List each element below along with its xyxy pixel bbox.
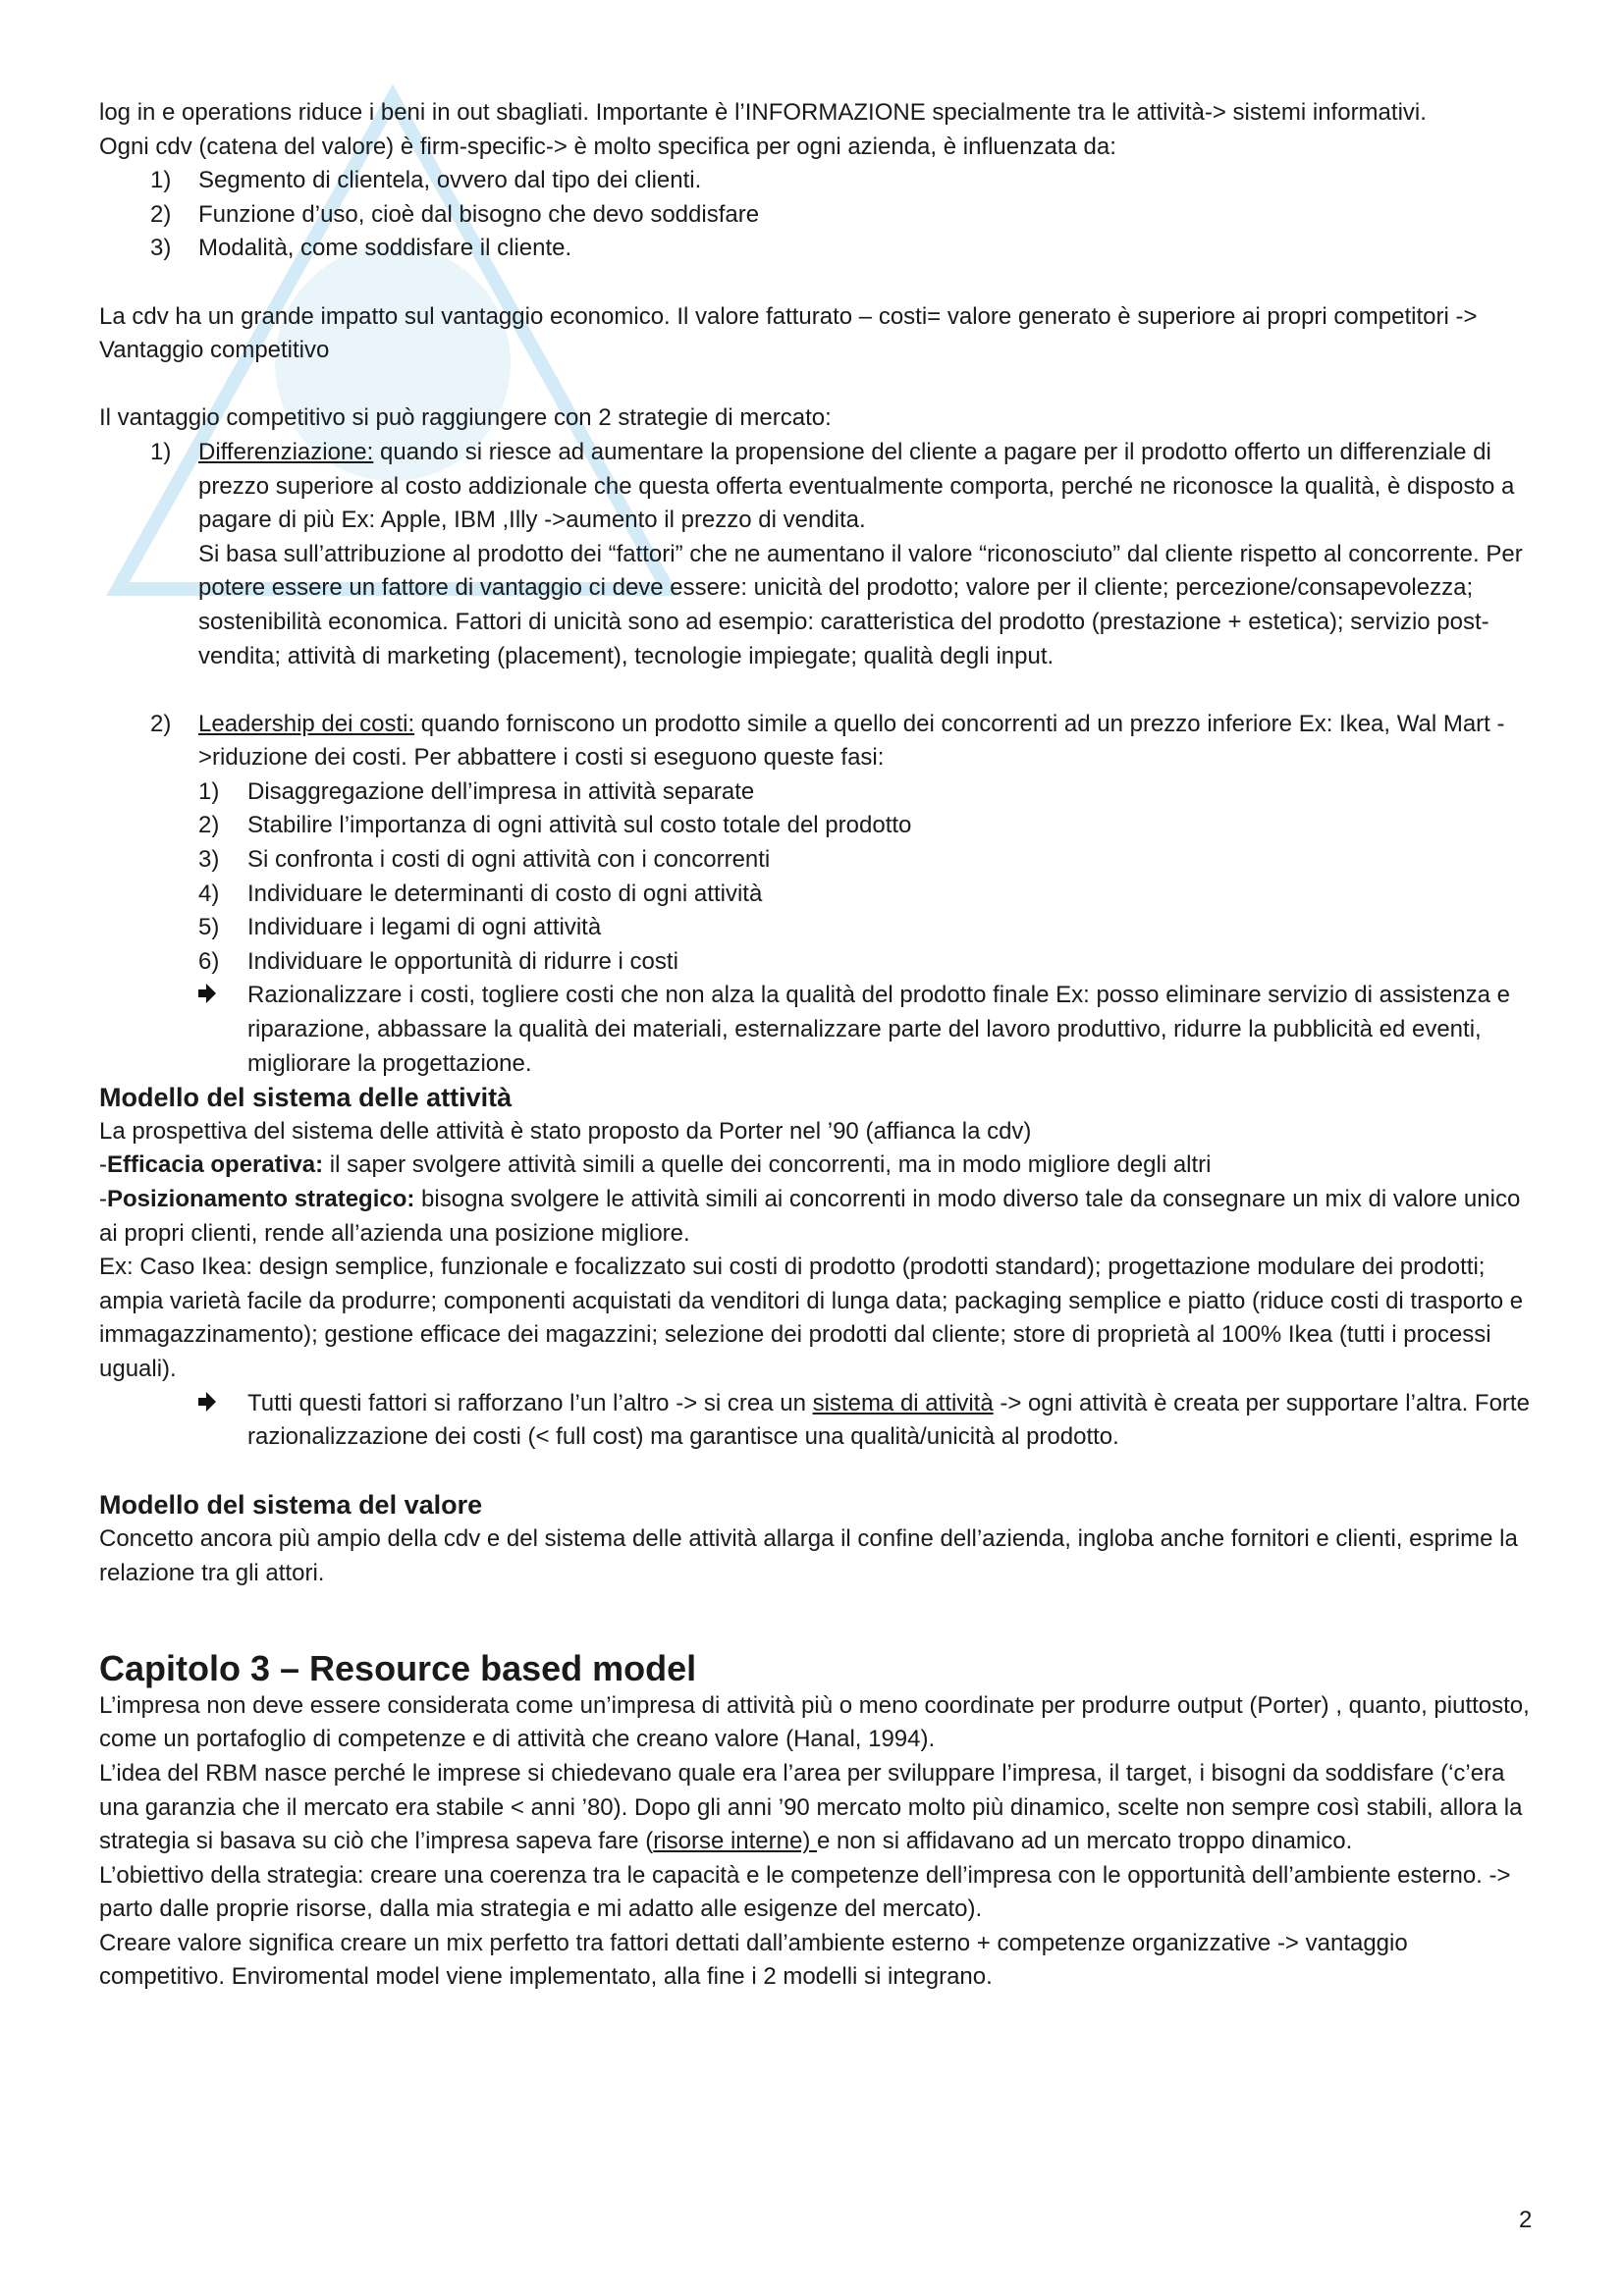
strategy-differenziazione [99,436,1535,673]
list-item [99,164,1535,198]
paragraph-posizionamento: -Posizionamento strategico: bisogna svolgere le attività simili ai concorrenti in modo diverso tale da consegnare un mix di valore unico ai propri clienti, rende all’azienda una posizione migliore. [99,1186,1521,1247]
document-body [99,96,1535,1995]
list-item [99,232,1535,266]
list-text: Individuare i legami di ogni attività [247,914,602,941]
list-number: 1) [198,777,220,805]
list-item [99,198,1535,233]
term-differenziazione: Differenziazione: [198,438,374,465]
paragraph-rbm-1: L’impresa non deve essere considerata come un’impresa di attività più o meno coordinate per produrre output (Porter) , quanto, piuttosto, come un portafoglio di competenze e di attività che creano valore (Hanal, 1994). [99,1691,1530,1753]
term-sistema-attivita: sistema di attività [812,1389,994,1416]
list-number: 2) [198,812,220,839]
paragraph-efficacia: -Efficacia operativa: il saper svolgere attività simili a quelle dei concorrenti, ma in modo migliore degli altri [99,1151,1212,1179]
list-text: Razionalizzare i costi, togliere costi che non alza la qualità del prodotto finale Ex: posso eliminare servizio di assistenza e riparazione, abbassare la qualità dei materiali, esternalizzare parte del lavoro produttivo, ridurre la pubblicità ed eventi, migliorare la progettazione. [247,982,1511,1077]
list-text: Individuare le determinanti di costo di ogni attività [247,880,763,907]
paragraph-porter: La prospettiva del sistema delle attività è stato proposto da Porter nel ’90 (affianca la cdv) [99,1117,1032,1145]
term-leadership-costi: Leadership dei costi: [198,710,415,737]
paragraph-impatto: La cdv ha un grande impatto sul vantaggio economico. Il valore fatturato – costi= valore generato è superiore ai propri competitori -> Vantaggio competitivo [99,302,1478,364]
paragraph-intro: log in e operations riduce i beni in out sbagliati. Importante è l’INFORMAZIONE specialmente tra le attività-> sistemi informativi. [99,99,1427,126]
list-item-arrow: Tutti questi fattori si rafforzano l’un l’altro -> si crea un sistema di attività -> ogni attività è creata per supportare l’altra. Forte razionalizzazione dei costi (< full cost) ma garantisce una qualità/unicità al prodotto. [99,1387,1535,1455]
term-efficacia-operativa: Efficacia operativa: [107,1151,324,1179]
paragraph-ikea: Ex: Caso Ikea: design semplice, funzionale e focalizzato sui costi di prodotto (prodotti standard); progettazione modulare dei prodotti; ampia varietà facile da produrre; componenti acquistati da venditori di lunga data; packaging semplice e piatto (riduce costi di trasporto e immagazzinamento); gestione efficace dei magazzini; selezione dei prodotti dal cliente; store di proprietà al 100% Ikea (tutti i processi uguali). [99,1254,1524,1382]
paragraph-strategie: Il vantaggio competitivo si può raggiungere con 2 strategie di mercato: [99,404,832,432]
strategy-text: quando forniscono un prodotto simile a quello dei concorrenti ad un prezzo inferiore Ex: Ikea, Wal Mart ->riduzione dei costi. Per abbattere i costi si eseguono queste fasi: [198,710,1505,772]
list-item-arrow [99,979,1535,1081]
list-number: 3) [150,235,172,262]
list-number: 1) [150,167,172,194]
list-text: Disaggregazione dell’impresa in attività separate [247,777,755,805]
list-item [99,775,1535,810]
list-item [99,911,1535,945]
paragraph-valore: Concetto ancora più ampio della cdv e del sistema delle attività allarga il confine dell’azienda, ingloba anche fornitori e clienti, esprime la relazione tra gli attori. [99,1524,1518,1586]
list-number: 3) [198,846,220,874]
list-text: Si confronta i costi di ogni attività con i concorrenti [247,846,771,874]
list-item [99,843,1535,878]
list-text: Segmento di clientela, ovvero dal tipo dei clienti. [198,167,702,194]
paragraph-cdv: Ogni cdv (catena del valore) è firm-specific-> è molto specifica per ogni azienda, è influenzata da: [99,133,1116,160]
arrow-right-icon [198,983,216,1004]
heading-sistema-attivita: Modello del sistema delle attività [99,1083,513,1113]
list-fasi [99,775,1535,1081]
list-number: 1) [150,438,172,465]
list-item [99,809,1535,843]
heading-capitolo-3: Capitolo 3 – Resource based model [99,1647,697,1688]
list-number: 2) [150,710,172,737]
term-posizionamento-strategico: Posizionamento strategico: [107,1186,415,1212]
strategy-leadership-costi [99,708,1535,775]
list-number: 2) [150,200,172,228]
list-number: 4) [198,880,220,907]
list-item [99,878,1535,912]
list-number: 6) [198,947,220,975]
list-text: Funzione d’uso, cioè dal bisogno che devo soddisfare [198,200,760,228]
paragraph-rbm-4: Creare valore significa creare un mix perfetto tra fattori dettati dall’ambiente esterno + competenze organizzative -> vantaggio competitivo. Enviromental model viene implementato, alla fine i 2 modelli si integrano. [99,1929,1408,1991]
strategy-text: quando si riesce ad aumentare la propensione del cliente a pagare per il prodotto offerto un differenziale di prezzo superiore al costo addizionale che questa offerta eventualmente comporta, perché ne riconosce la qualità, è disposto a pagare di più Ex: Apple, IBM ,Illy ->aumento il prezzo di vendita. [198,438,1515,534]
list-text: Individuare le opportunità di ridurre i costi [247,947,678,975]
term-risorse-interne: risorse interne) [653,1828,818,1855]
list-number: 5) [198,914,220,941]
paragraph-rbm-3: L’obiettivo della strategia: creare una coerenza tra le capacità e le competenze dell’impresa con le opportunità dell’ambiente esterno. -> parto dalle proprie risorse, dalla mia strategia e mi adatto alle esigenze del mercato). [99,1861,1511,1923]
arrow-right-icon [198,1391,216,1413]
paragraph-rbm-2: L’idea del RBM nasce perché le imprese si chiedevano quale era l’area per sviluppare l’impresa, il target, i bisogni da soddisfare (‘c’era una garanzia che il mercato era stabile < anni ’80). Dopo gli anni ’90 mercato molto più dinamico, scelte non sempre così stabili, allora la strategia si basava su ciò che l’impresa sapeva fare (risorse interne) e non si affidavano ad un mercato troppo dinamico. [99,1759,1523,1855]
list-cdv-factors [99,164,1535,266]
heading-sistema-valore: Modello del sistema del valore [99,1490,483,1521]
list-text: Modalità, come soddisfare il cliente. [198,235,572,262]
page-number: 2 [1519,2207,1533,2233]
strategy-text-2: Si basa sull’attribuzione al prodotto dei “fattori” che ne aumentano il valore “riconosciuto” dal cliente rispetto al concorrente. Per potere essere un fattore di vantaggio ci deve essere: unicità del prodotto; valore per il cliente; percezione/consapevolezza; sostenibilità economica. Fattori di unicità sono ad esempio: caratteristica del prodotto (prestazione + estetica); servizio post-vendita; attività di marketing (placement), tecnologie impiegate; qualità degli input. [198,540,1523,669]
list-item [99,945,1535,980]
list-text: Stabilire l’importanza di ogni attività sul costo totale del prodotto [247,812,912,839]
